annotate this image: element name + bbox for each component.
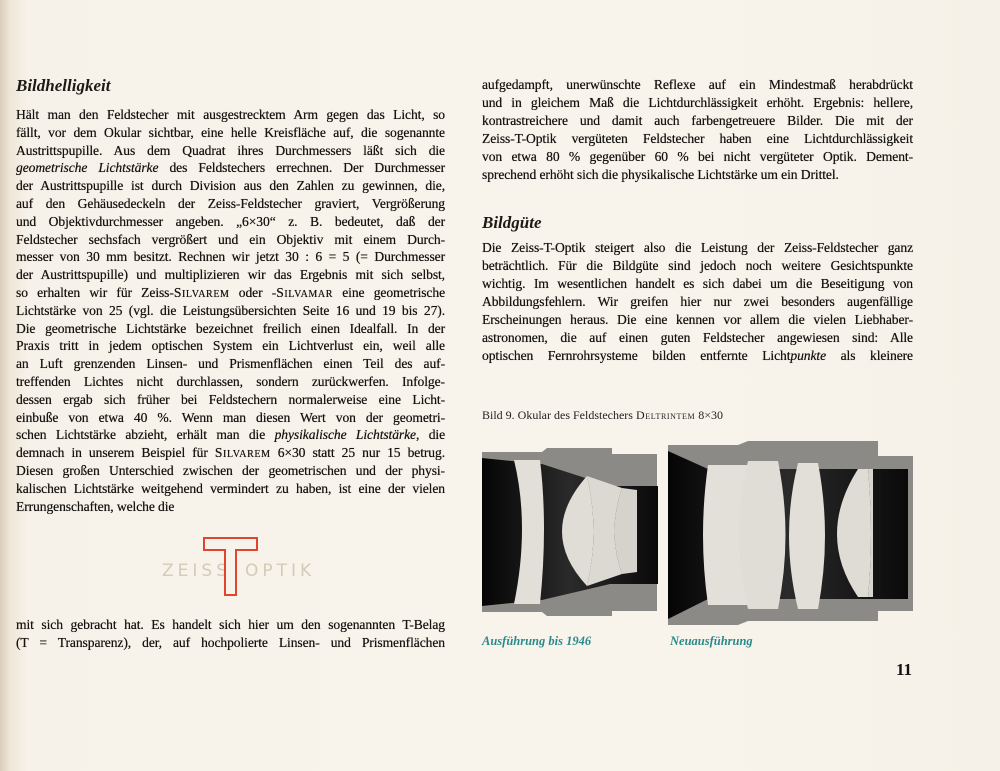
text-segment: astronomen, die auf einen guten Feldstecher angewiesen sind: Alle (482, 330, 913, 345)
text-segment: der Austrittspupille ist durch Division aus den Zahlen zu gewinnen, die, (16, 178, 445, 194)
text-line (16, 409, 445, 427)
text-line (482, 94, 913, 112)
text-segment: (T = Transparenz), der, auf hochpolierte Linsen- und Prismenflächen (16, 634, 445, 650)
text-line (16, 177, 445, 195)
eyepiece-diagram-new (668, 441, 916, 628)
section-heading-bildhelligkeit: Bildhelligkeit (16, 76, 111, 95)
text-line (16, 498, 445, 516)
text-segment: Praxis tritt in jedem optischen System ein Lichtverlust ein, weil alle (16, 338, 445, 354)
text-line (16, 159, 445, 177)
text-line (482, 311, 913, 329)
text-segment: Hält man den Feldstecher mit ausgestrecktem Arm gegen das Licht, so (16, 107, 445, 122)
text-line (482, 329, 913, 347)
text-segment: so erhalten wir für Zeiss- (16, 285, 174, 300)
text-segment: Zeiss-T-Optik vergüteten Feldstecher haben eine Lichtdurchlässigkeit (482, 131, 913, 146)
text-segment: und in gleichem Maß die Lichtdurchlässigkeit erhöht. Ergebnis: hellere, (482, 95, 913, 110)
text-line (482, 76, 913, 94)
text-line (16, 248, 445, 266)
text-segment: aufgedampft, unerwünschte Reflexe auf ein Mindestmaß herabdrückt (482, 77, 913, 92)
text-segment: demnach in unserem Beispiel für (16, 445, 215, 461)
text-segment: Austrittspupille. Aus dem Quadrat ihres Durchmessers läßt sich die (16, 142, 445, 158)
text-line (16, 195, 445, 213)
text-segment: des Feldstechers errechnen. Der Durchmesser (158, 160, 445, 176)
text-segment: Die Zeiss-T-Optik steigert also die Leistung der Zeiss-Feldstecher ganz (482, 240, 913, 255)
italic-text: geometrische Lichtstärke (16, 160, 159, 176)
text-line (482, 130, 913, 148)
text-segment: Errungenschaften, welche die (16, 498, 175, 514)
text-segment: kontrastreichere und damit auch farbengetreuere Bilder. Die mit der (482, 113, 913, 128)
figure-caption (482, 408, 723, 423)
text-segment: und Objektivdurchmesser angeben. „6×30“ z. B. bedeutet, daß der (16, 213, 445, 229)
text-segment: fällt, vor dem Okular sichtbar, eine helle Kreisfläche auf, die sogenannte (16, 124, 445, 140)
text-segment: sprechend erhöht sich die physikalische Lichtstärke um ein Drittel. (482, 167, 839, 182)
text-segment: treffenden Lichtes nicht durchlassen, sondern zurückwerfen. Infolge- (16, 374, 445, 389)
text-line (482, 148, 913, 166)
text-line (482, 257, 913, 275)
text-line (482, 275, 913, 293)
text-line (16, 391, 445, 409)
text-line (16, 142, 445, 160)
text-segment: dessen ergab sich früher bei Feldstechern normalerweise eine Licht- (16, 391, 445, 407)
text-line (482, 293, 913, 311)
text-segment: an Luft grenzenden Linsen- und Prismenflächen einen Teil des auf- (16, 356, 445, 372)
text-segment: messer von 30 mm besitzt. Rechnen wir jetzt 30 : 6 = 5 (= Durchmesser (16, 249, 445, 265)
text-segment: schen Lichtstärke abzieht, erhält man die (16, 427, 275, 443)
text-line (16, 320, 445, 338)
figure-caption-product: Deltrintem (635, 408, 696, 422)
text-line (16, 266, 445, 284)
text-line (16, 284, 445, 302)
italic-text: physikalische Lichtstärke (274, 427, 416, 443)
figure-caption-suffix: 8×30 (695, 408, 724, 422)
text-line (16, 124, 445, 142)
text-line (482, 347, 913, 365)
text-line (16, 373, 445, 391)
text-segment: , die (416, 427, 446, 443)
text-segment: Feldstecher sechsfach vergrößert und ein Objektiv mit einem Durch- (16, 231, 445, 247)
text-line (16, 480, 445, 498)
text-segment: Erscheinungen heraus. Die eine kennen vor allem die vielen Liebhaber- (482, 312, 913, 327)
text-line (16, 337, 445, 355)
text-line (16, 426, 445, 444)
text-line (16, 634, 445, 652)
figure-label-old-version: Ausführung bis 1946 (482, 634, 592, 648)
text-segment: der Austrittspupille) und multiplizieren wir das Ergebnis mit sich selbst, (16, 267, 445, 283)
text-segment: 6×30 statt 25 nur 15 betrug. (270, 445, 446, 461)
text-segment: beträchtlich. Für die Bildgüte sind jedoch noch weitere Gesichtspunkte (482, 258, 913, 273)
text-segment: von etwa 80 % gegenüber 60 % bei nicht vergüteter Optik. Dement- (482, 149, 913, 164)
figure-label-new-version: Neuausführung (670, 634, 753, 648)
text-segment: Abbildungsfehlern. Wir greifen hier nur zwei besonders augenfällige (482, 294, 913, 309)
text-segment: einbuße von etwa 40 %. Wenn man diesen Wert von der geometri- (16, 409, 445, 425)
figure-caption-prefix: Bild 9. Okular des Feldstechers (482, 408, 636, 422)
logo-word-optik: OPTIK (245, 561, 316, 581)
text-line (16, 355, 445, 373)
italic-text: punkte (790, 348, 827, 363)
page-number: 11 (896, 660, 913, 679)
text-segment: Die geometrische Lichtstärke bezeichnet freilich einen Idealfall. In der (16, 320, 445, 336)
text-line (16, 231, 445, 249)
text-line (482, 166, 913, 184)
text-line (16, 616, 445, 634)
text-segment: wichtig. Im wesentlichen handelt es sich dabei um die Beseitigung von (482, 276, 913, 291)
small-caps-text: Silvarem (214, 445, 271, 461)
text-segment: oder - (229, 285, 277, 300)
small-caps-text: Silvarem (173, 285, 230, 300)
logo-word-zeiss: ZEISS (162, 561, 231, 581)
text-segment: kalischen Lichtstärke weitgehend vermindert zu haben, ist eine der vielen (16, 480, 445, 496)
text-line (16, 444, 445, 462)
section-heading-bildguete: Bildgüte (482, 213, 542, 232)
text-segment: eine geometrische (333, 285, 445, 300)
text-segment: mit sich gebracht hat. Es handelt sich hier um den sogenannten T-Belag (16, 617, 445, 632)
text-line (16, 106, 445, 124)
small-caps-text: Silvamar (276, 285, 334, 300)
text-segment: Lichtstärke von 25 (vgl. die Leistungsübersichten Seite 16 und 19 bis 27). (16, 302, 445, 318)
text-line (16, 462, 445, 480)
text-line (482, 239, 913, 257)
text-segment: als kleinere (826, 348, 913, 363)
text-segment: Diesen großen Unterschied zwischen der geometrischen und der physi- (16, 463, 445, 478)
text-line (16, 302, 445, 320)
text-line (16, 213, 445, 231)
text-line (482, 112, 913, 130)
text-segment: auf den Gehäusedeckeln der Zeiss-Feldstecher graviert, Vergrößerung (16, 196, 445, 211)
text-segment: optischen Fernrohrsysteme bilden entfernte Licht (482, 348, 791, 363)
eyepiece-diagram-old (482, 446, 662, 618)
